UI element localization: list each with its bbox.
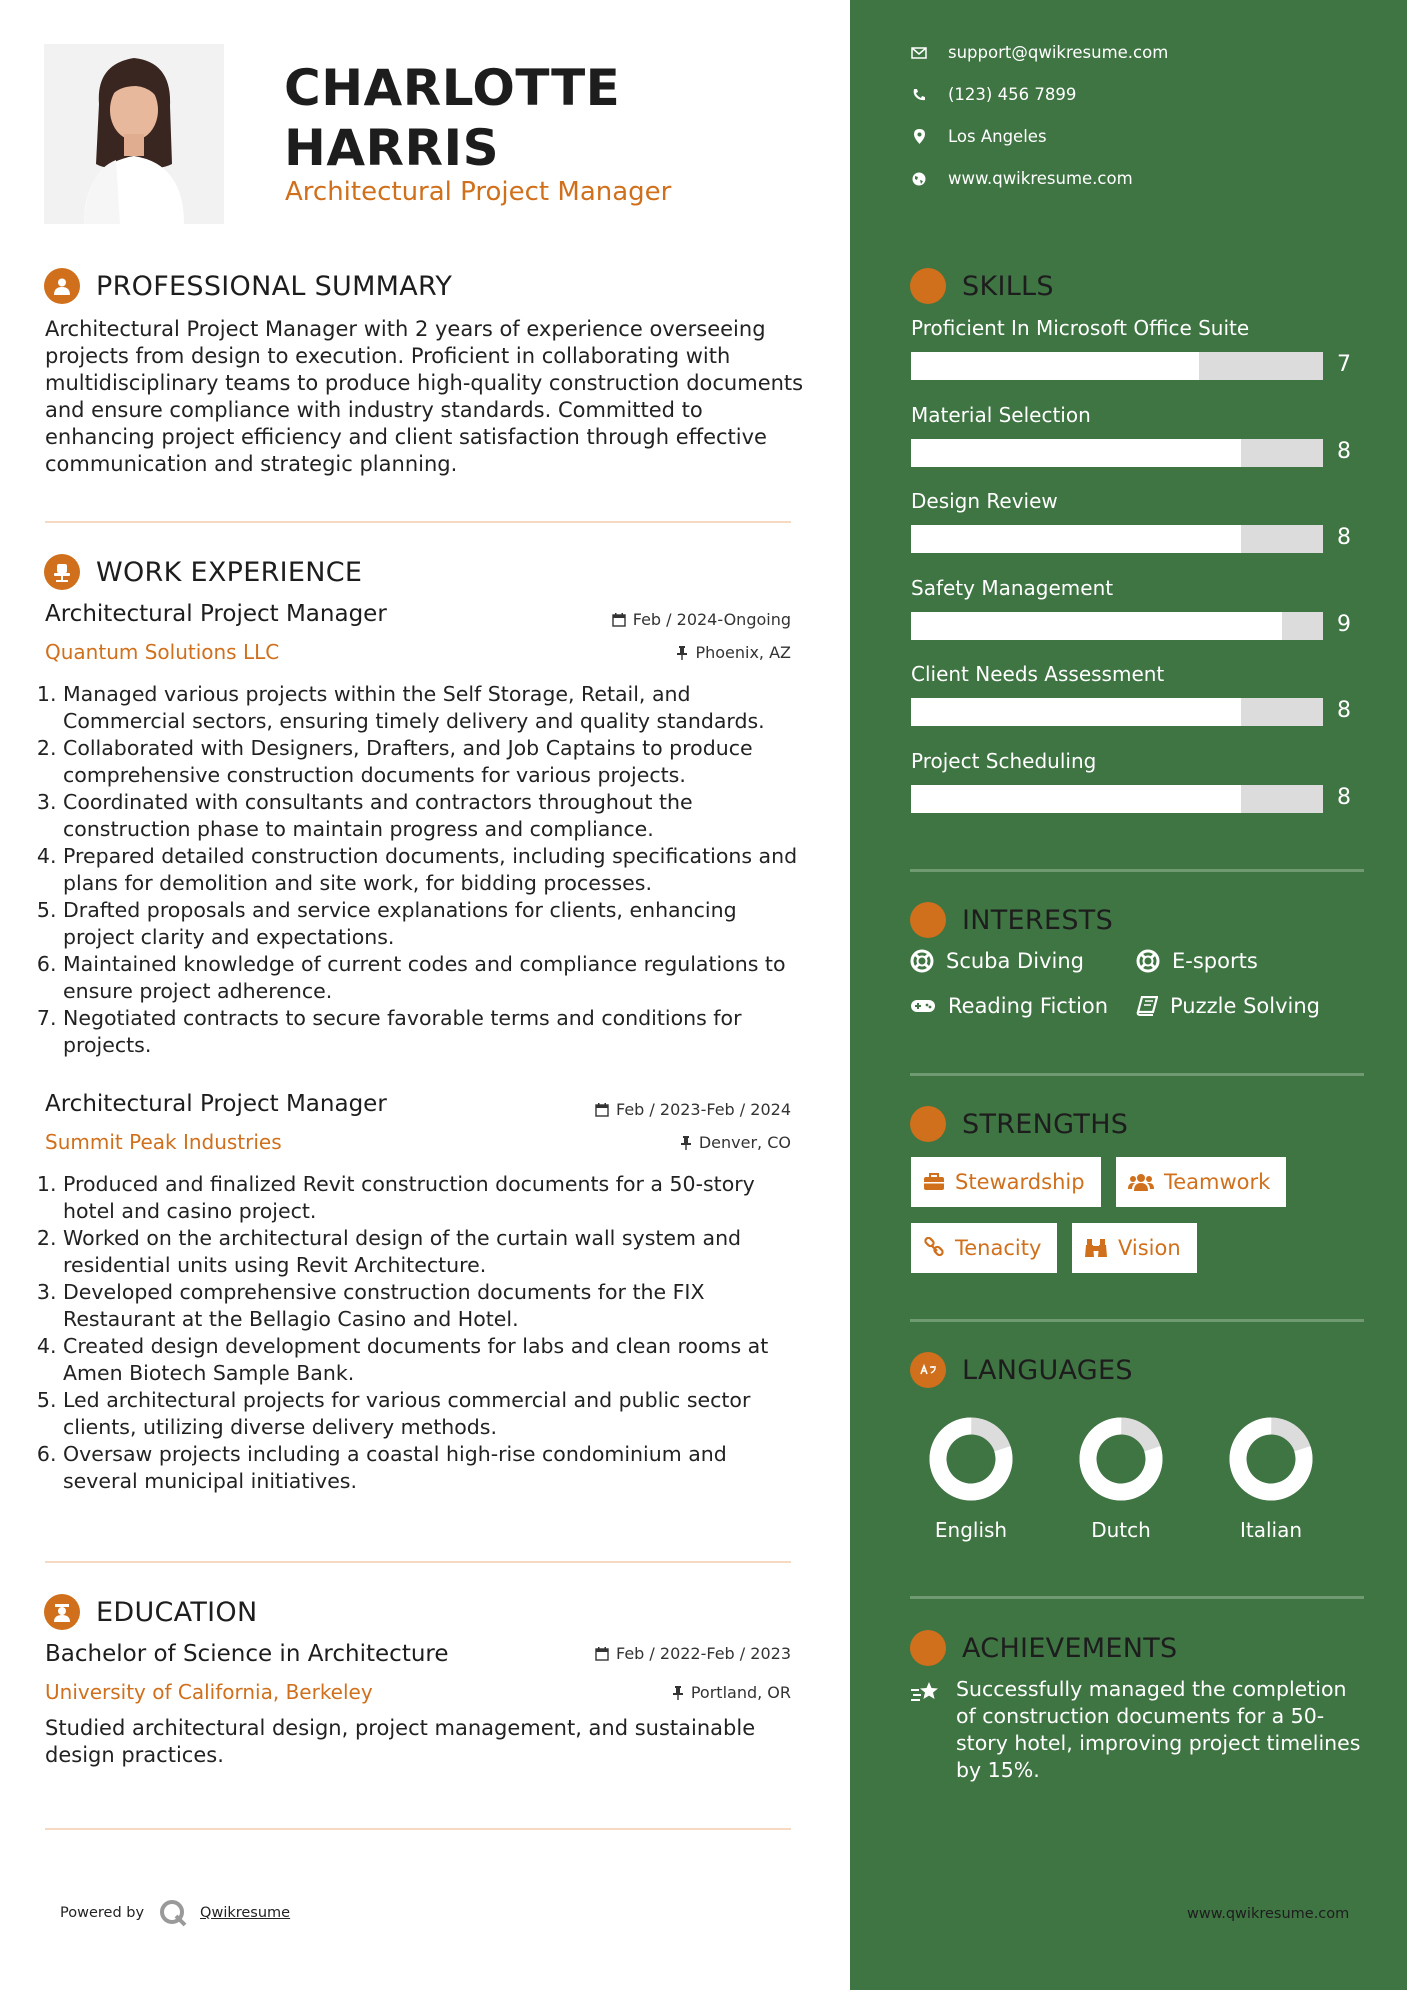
skill-level: 8: [1337, 784, 1351, 810]
location-text: Los Angeles: [948, 127, 1047, 146]
user-icon: [44, 268, 80, 304]
language-donut: [916, 1414, 1026, 1504]
divider: [45, 521, 791, 523]
lifebuoy-icon: [910, 949, 934, 973]
skill-bar: [911, 612, 1323, 640]
pin-icon: [676, 646, 688, 660]
list-item: 2. Worked on the architectural design of the curtain wall system and residential units using Revit Architecture.: [63, 1225, 805, 1279]
interest-label: E-sports: [1172, 949, 1258, 973]
skill-bar-fill: [911, 525, 1241, 553]
translate-icon: [910, 1352, 946, 1388]
full-name: [284, 58, 620, 178]
link-icon: [923, 1237, 945, 1259]
lightbulb-icon: [910, 268, 946, 304]
shooting-star-icon: [910, 1680, 942, 1706]
job-2-date: [491, 1100, 791, 1119]
list-item: 6. Oversaw projects including a coastal high-rise condominium and several municipal initiatives.: [63, 1441, 805, 1495]
skill-name: Client Needs Assessment: [911, 662, 1165, 686]
interests-heading: [910, 902, 1113, 938]
calendar-icon: [612, 613, 626, 627]
strengths-heading: [910, 1106, 1128, 1142]
language-item: [916, 1414, 1026, 1542]
skill-level: 8: [1337, 525, 1351, 550]
skill-level: 9: [1337, 611, 1351, 637]
skills-heading: [910, 268, 1054, 304]
education-description: Studied architectural design, project management, and sustainable design practices.: [45, 1716, 756, 1767]
summary-heading: [44, 268, 452, 304]
globe-icon: [912, 172, 926, 186]
interest-label: Scuba Diving: [946, 949, 1084, 973]
strength-label: Vision: [1118, 1236, 1181, 1260]
list-item: 6. Maintained knowledge of current codes and compliance regulations to ensure project adherence.: [63, 951, 805, 1005]
strength-label: Tenacity: [955, 1236, 1042, 1260]
list-item: 1. Managed various projects within the Self Storage, Retail, and Commercial sectors, ensuring timely delivery and quality standards.: [63, 681, 805, 735]
experience-heading: [44, 554, 362, 590]
list-item: 2. Collaborated with Designers, Drafters, and Job Captains to produce comprehensive construction documents for various projects.: [63, 735, 805, 789]
job-title: Architectural Project Manager: [285, 177, 672, 207]
strength-label: Teamwork: [1164, 1170, 1271, 1194]
strength-label: Stewardship: [955, 1170, 1085, 1194]
skill-bar-fill: [911, 612, 1282, 640]
languages-title: LANGUAGES: [962, 1354, 1133, 1386]
divider: [910, 1319, 1364, 1322]
job-2-location-text: Denver, CO: [698, 1133, 791, 1152]
skill-bar: [911, 525, 1323, 553]
language-label: English: [934, 1518, 1008, 1542]
list-item: 7. Negotiated contracts to secure favorable terms and conditions for projects.: [63, 1005, 805, 1059]
website-text: www.qwikresume.com: [948, 169, 1133, 188]
education-school: University of California, Berkeley: [45, 1680, 373, 1704]
skill-level: 8: [1337, 438, 1351, 464]
list-item: 5. Led architectural projects for various commercial and public sector clients, utilizing diverse delivery methods.: [63, 1387, 805, 1441]
job-1-bullets: [45, 681, 805, 1059]
divider: [910, 1596, 1364, 1599]
skills-title: SKILLS: [962, 270, 1054, 302]
footer-website[interactable]: www.qwikresume.com: [1187, 1906, 1350, 1922]
book-icon: [1136, 996, 1158, 1016]
skill-level: 8: [1337, 698, 1351, 723]
languages-heading: [910, 1352, 1133, 1388]
divider: [910, 869, 1364, 872]
contact-location: [910, 127, 1047, 146]
divider: [910, 1073, 1364, 1076]
first-name: CHARLOTTE: [284, 59, 621, 117]
skill-name: Project Scheduling: [911, 748, 1097, 773]
strength-chip: [911, 1223, 1057, 1273]
divider: [45, 1561, 791, 1563]
language-item: [1216, 1414, 1326, 1542]
briefcase-icon: [923, 1173, 945, 1191]
language-item: [1066, 1414, 1176, 1542]
achievements-title: ACHIEVEMENTS: [962, 1632, 1178, 1664]
language-label: Dutch: [1091, 1518, 1151, 1542]
email-text: support@qwikresume.com: [948, 43, 1169, 62]
powered-by-label: Powered by: [60, 1905, 145, 1921]
map-marker-icon: [914, 129, 925, 144]
achievement-text: Successfully managed the completion of construction documents for a 50-story hotel, improving project timelines by 15%.: [956, 1677, 1361, 1782]
skill-bar-fill: [911, 352, 1199, 380]
calendar-icon: [595, 1103, 609, 1117]
envelope-icon: [911, 47, 927, 59]
education-date-text: Feb / 2022-Feb / 2023: [616, 1644, 791, 1663]
skill-bar-fill: [911, 698, 1241, 726]
skill-level: 7: [1337, 352, 1351, 377]
education-location-text: Portland, OR: [690, 1683, 791, 1702]
skill-name: Safety Management: [911, 575, 1114, 600]
achievements-heading: [910, 1630, 1178, 1666]
phone-icon: [912, 88, 926, 102]
skill-name: Design Review: [911, 489, 1058, 513]
interests-title: INTERESTS: [962, 904, 1114, 936]
education-date: [491, 1644, 791, 1663]
interest-label: Puzzle Solving: [1170, 994, 1320, 1018]
qwikresume-link[interactable]: Qwikresume: [200, 1905, 291, 1921]
summary-title: PROFESSIONAL SUMMARY: [96, 270, 453, 302]
education-heading: [44, 1594, 257, 1630]
job-2-role: Architectural Project Manager: [45, 1091, 387, 1117]
skill-bar: [911, 439, 1323, 467]
language-label: Italian: [1239, 1518, 1303, 1542]
list-item: 4. Prepared detailed construction documents, including specifications and plans for demolition and site work, for bidding processes.: [63, 843, 805, 897]
job-1-date-text: Feb / 2024-Ongoing: [632, 610, 791, 629]
job-2-bullets: [45, 1171, 805, 1495]
strengths-title: STRENGTHS: [962, 1108, 1129, 1140]
skill-bar: [911, 352, 1323, 380]
skill-name: Proficient In Microsoft Office Suite: [911, 316, 1250, 340]
contact-phone[interactable]: [910, 85, 1076, 104]
job-1-location: [491, 643, 791, 662]
qwikresume-logo-icon: [158, 1898, 188, 1928]
pin-icon: [680, 1136, 692, 1150]
language-donut: [1066, 1414, 1176, 1504]
job-2-date-text: Feb / 2023-Feb / 2024: [616, 1100, 791, 1119]
list-item: 3. Coordinated with consultants and contractors throughout the construction phase to maintain progress and compliance.: [63, 789, 805, 843]
fist-icon: [910, 1106, 946, 1142]
skill-name: Material Selection: [911, 402, 1091, 427]
skill-bar-fill: [911, 439, 1241, 467]
strength-chip: [1116, 1157, 1286, 1207]
skill-bar-fill: [911, 785, 1241, 813]
job-1-date: [491, 610, 791, 629]
divider: [45, 1828, 791, 1830]
list-item: 4. Created design development documents for labs and clean rooms at Amen Biotech Sample Bank.: [63, 1333, 805, 1387]
job-1-role: Architectural Project Manager: [45, 601, 387, 627]
contact-website[interactable]: [910, 169, 1133, 188]
contact-email[interactable]: [910, 43, 1168, 62]
star-badge-icon: [910, 1630, 946, 1666]
graduate-icon: [44, 1594, 80, 1630]
job-1-location-text: Phoenix, AZ: [695, 643, 791, 662]
education-degree: Bachelor of Science in Architecture: [45, 1641, 449, 1667]
users-icon: [1128, 1173, 1154, 1191]
calendar-icon: [595, 1647, 609, 1661]
interest-item: [1136, 994, 1320, 1018]
powered-by: [60, 1898, 290, 1928]
last-name: HARRIS: [284, 119, 500, 177]
strength-chip: [911, 1157, 1101, 1207]
list-item: 1. Produced and finalized Revit construction documents for a 50-story hotel and casino project.: [63, 1171, 805, 1225]
interest-item: [1136, 949, 1258, 973]
skill-bar: [911, 698, 1323, 726]
pin-icon: [672, 1686, 684, 1700]
lifebuoy-icon: [1136, 949, 1160, 973]
skill-bar: [911, 785, 1323, 813]
paper-plane-icon: [910, 902, 946, 938]
interest-label: Reading Fiction: [948, 994, 1109, 1018]
job-2-location: [491, 1133, 791, 1152]
binoculars-icon: [1084, 1238, 1108, 1258]
gamepad-icon: [910, 998, 936, 1014]
phone-text: (123) 456 7899: [948, 85, 1077, 104]
list-item: 3. Developed comprehensive construction documents for the FIX Restaurant at the Bellagio Casino and Hotel.: [63, 1279, 805, 1333]
list-item: 5. Drafted proposals and service explanations for clients, enhancing project clarity and expectations.: [63, 897, 805, 951]
job-1-company: Quantum Solutions LLC: [45, 640, 280, 664]
chair-icon: [44, 554, 80, 590]
strength-chip: [1072, 1223, 1197, 1273]
interest-item: [910, 994, 1108, 1018]
education-title: EDUCATION: [96, 1596, 258, 1628]
summary-text: Architectural Project Manager with 2 years of experience overseeing projects from design to execution. Proficient in collaborating with multidisciplinary teams to produce high-quality construction documents and ensure compliance with industry standards. Committed to enhancing project efficiency and client satisfaction through effective communication and strategic planning.: [45, 317, 804, 476]
job-2-company: Summit Peak Industries: [45, 1130, 282, 1154]
experience-title: WORK EXPERIENCE: [96, 556, 363, 588]
profile-photo: [44, 44, 224, 224]
language-donut: [1216, 1414, 1326, 1504]
interest-item: [910, 949, 1084, 973]
education-location: [491, 1683, 791, 1702]
